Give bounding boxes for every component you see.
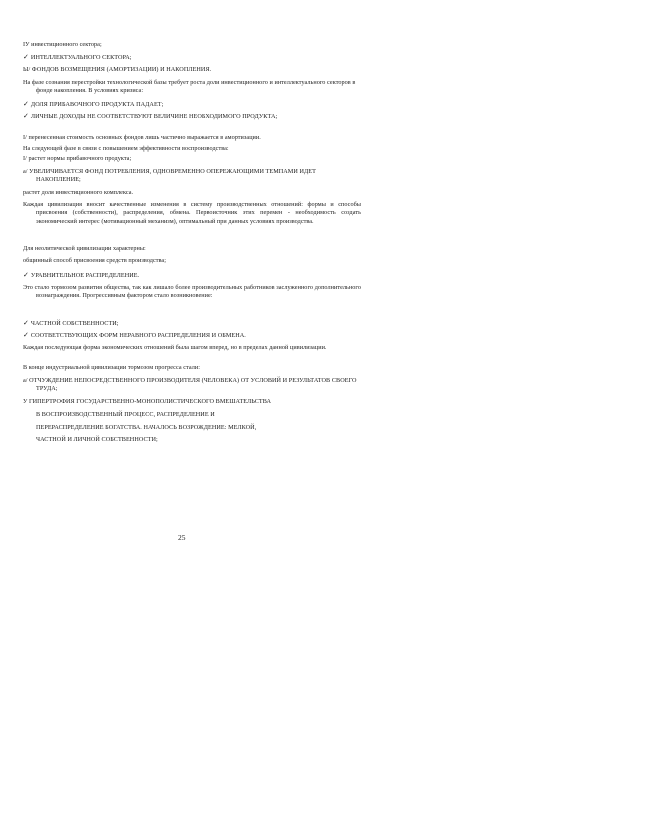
text-paragraph: Это стало тормозом развития общества, так как лишало более производительных работников заслуженного дополнительного вознаграждения. Прогрессивным фактором стало возникновение: bbox=[23, 284, 361, 300]
text-line: ІУ инвестиционного сектора; bbox=[23, 41, 102, 48]
text-line: На следующей фазе в связи с повышением эффективности воспроизводства: bbox=[23, 145, 229, 152]
text-line: УРАВНИТЕЛЬНОЕ РАСПРЕДЕЛЕНИЕ. bbox=[30, 272, 140, 279]
text-line: СООТВЕТСТВУЮЩИХ ФОРМ НЕРАВНОГО РАСПРЕДЕЛЕНИЯ И ОБМЕНА. bbox=[30, 332, 246, 339]
text-line: ИНТЕЛЛЕКТУАЛЬНОГО СЕКТОРА; bbox=[30, 54, 132, 61]
text-line: У ГИПЕРТРОФИЯ ГОСУДАРСТВЕННО-МОНОПОЛИСТИЧЕСКОГО ВМЕШАТЕЛЬСТВА bbox=[23, 398, 272, 405]
text-paragraph: Каждая цивилизация вносит качественные изменения в систему производственных отношений: формы и способы присвоения (собственности), распределения, обмена. Первоисточник этих перемен - необходимость создать экономический интерес (мотивационный механизм), оптимальный при данных условиях производства. bbox=[23, 201, 361, 225]
text-line: Для неолитической цивилизации характерны: bbox=[23, 245, 146, 252]
checked-item bbox=[23, 271, 348, 280]
text-line: Ы/ ФОНДОВ ВОЗМЕЩЕНИЯ (АМОРТИЗАЦИИ) И НАКОПЛЕНИЯ. bbox=[23, 66, 212, 73]
text-line: ЛИЧНЫЕ ДОХОДЫ НЕ СООТВЕТСТВУЮТ ВЕЛИЧИНЕ НЕОБХОДИМОГО ПРОДУКТА; bbox=[30, 113, 278, 120]
checked-item bbox=[23, 331, 348, 340]
text-line: общинный способ присвоения средств производства; bbox=[23, 257, 166, 264]
text-line: а/ ОТЧУЖДЕНИЕ НЕПОСРЕДСТВЕННОГО ПРОИЗВОДИТЕЛЯ (ЧЕЛОВЕКА) ОТ УСЛОВИЙ И РЕЗУЛЬТАТОВ СВОЕГО ТРУДА; bbox=[23, 377, 357, 393]
text-line: а/ УВЕЛИЧИВАЕТСЯ ФОНД ПОТРЕБЛЕНИЯ, ОДНОВРЕМЕННО ОПЕРЕЖАЮЩИМИ ТЕМПАМИ ИДЕТ НАКОПЛЕНИЕ; bbox=[23, 168, 316, 184]
text-line: На фазе сознания перестройки технологической базы требует роста доли инвестиционного и интеллектуального секторов в фонде накопления. В условиях кризиса: bbox=[23, 79, 356, 95]
checked-item bbox=[23, 319, 348, 328]
checked-item bbox=[23, 100, 348, 109]
checked-item bbox=[23, 112, 361, 121]
text-line: ЧАСТНОЙ И ЛИЧНОЙ СОБСТВЕННОСТИ; bbox=[36, 436, 158, 443]
text-line: В ВОСПРОИЗВОДСТВЕННЫЙ ПРОЦЕСС, РАСПРЕДЕЛЕНИЕ И bbox=[36, 411, 215, 418]
text-line: ДОЛЯ ПРИБАВОЧНОГО ПРОДУКТА ПАДАЕТ; bbox=[30, 101, 164, 108]
text-line: І/ перенесенная стоимость основных фондов лишь частично выражается в амортизации. bbox=[23, 134, 261, 141]
text-line: ЧАСТНОЙ СОБСТВЕННОСТИ; bbox=[30, 320, 119, 327]
text-paragraph: Каждая последующая форма экономических отношений была шагом вперед, но в пределах данной цивилизации. bbox=[23, 344, 327, 351]
page-number: 25 bbox=[178, 533, 186, 542]
text-line: В конце индустриальной цивилизации тормозом прогресса стали: bbox=[23, 364, 200, 371]
text-line: ПЕРЕРАСПРЕДЕЛЕНИЕ БОГАТСТВА. НАЧАЛОСЬ ВОЗРОЖДЕНИЕ: МЕЛКОЙ, bbox=[36, 424, 257, 431]
text-line: растет доля инвестиционного комплекса. bbox=[23, 189, 134, 196]
text-line: І/ растет нормы прибавочного продукта; bbox=[23, 155, 132, 162]
checked-item bbox=[23, 53, 348, 62]
